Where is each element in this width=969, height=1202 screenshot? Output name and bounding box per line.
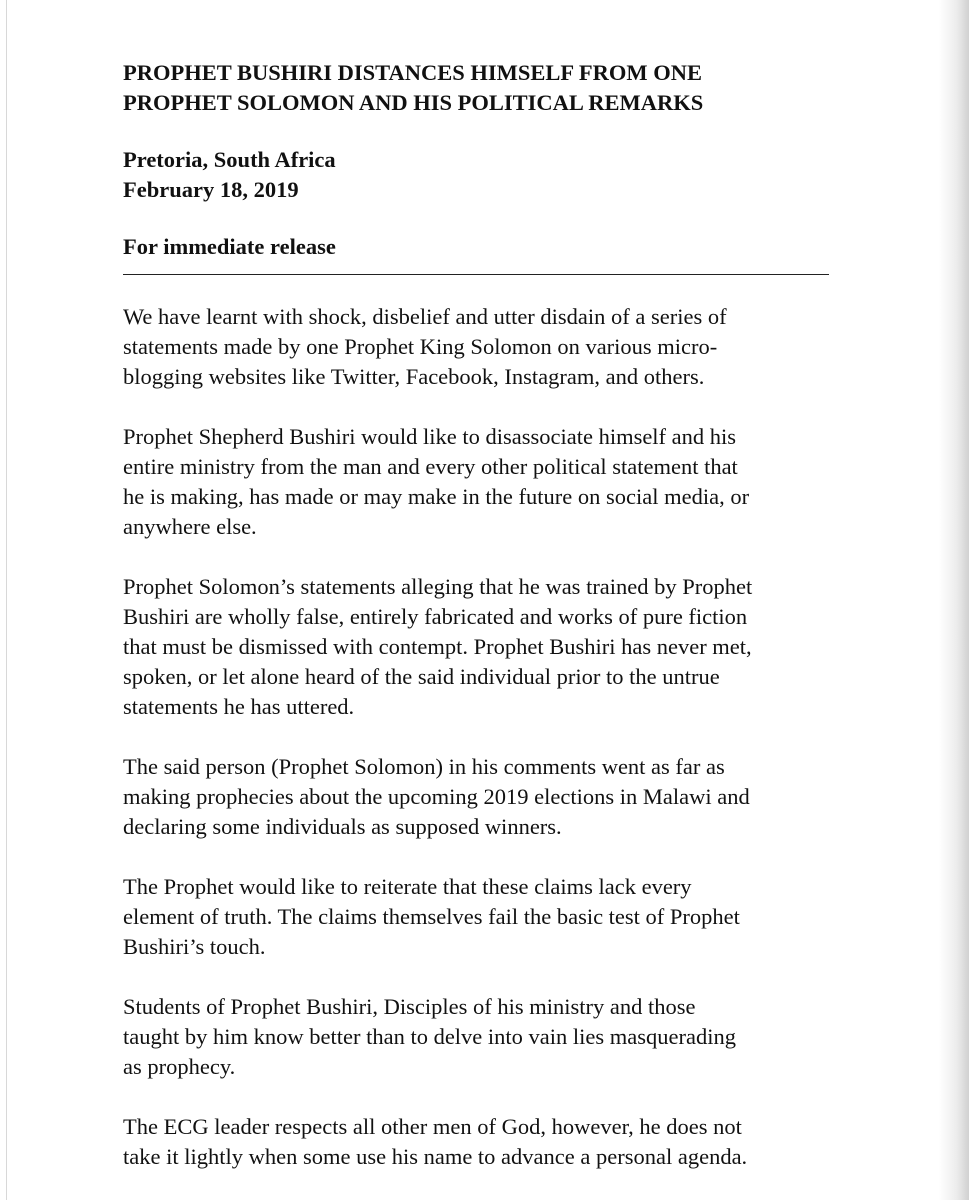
title-line: PROPHET BUSHIRI DISTANCES HIMSELF FROM ONE xyxy=(123,60,703,85)
text-line: Bushiri’s touch. xyxy=(123,934,266,959)
text-line: spoken, or let alone heard of the said individual prior to the untrue xyxy=(123,664,720,689)
text-line: Prophet Shepherd Bushiri would like to disassociate himself and his xyxy=(123,424,737,449)
text-line: making prophecies about the upcoming 2019 elections in Malawi and xyxy=(123,784,750,809)
text-line: anywhere else. xyxy=(123,514,257,539)
text-line: he is making, has made or may make in the future on social media, or xyxy=(123,484,750,509)
paragraph xyxy=(123,302,843,392)
paragraph xyxy=(123,422,843,542)
text-line: as prophecy. xyxy=(123,1054,236,1079)
page-right-edge-shadow xyxy=(939,0,969,1200)
release-note: For immediate release xyxy=(123,234,336,259)
paragraph xyxy=(123,992,843,1082)
press-release xyxy=(123,58,843,1202)
text-line: Prophet Solomon’s statements alleging that he was trained by Prophet xyxy=(123,574,753,599)
text-line: Students of Prophet Bushiri, Disciples of his ministry and those xyxy=(123,994,696,1019)
document-title xyxy=(123,58,843,118)
text-line: that must be dismissed with contempt. Prophet Bushiri has never met, xyxy=(123,634,752,659)
date: February 18, 2019 xyxy=(123,177,299,202)
paragraph xyxy=(123,752,843,842)
text-line: statements he has uttered. xyxy=(123,694,355,719)
text-line: statements made by one Prophet King Solomon on various micro- xyxy=(123,334,718,359)
location: Pretoria, South Africa xyxy=(123,147,336,172)
text-line: take it lightly when some use his name to advance a personal agenda. xyxy=(123,1144,748,1169)
text-line: We have learnt with shock, disbelief and utter disdain of a series of xyxy=(123,304,727,329)
document-body xyxy=(123,302,843,1172)
text-line: Bushiri are wholly false, entirely fabricated and works of pure fiction xyxy=(123,604,748,629)
text-line: The ECG leader respects all other men of God, however, he does not xyxy=(123,1114,742,1139)
divider-rule xyxy=(123,274,829,275)
paragraph xyxy=(123,872,843,962)
text-line: declaring some individuals as supposed winners. xyxy=(123,814,562,839)
text-line: element of truth. The claims themselves fail the basic test of Prophet xyxy=(123,904,740,929)
paragraph xyxy=(123,1112,843,1172)
paragraph xyxy=(123,572,843,722)
text-line: The Prophet would like to reiterate that these claims lack every xyxy=(123,874,692,899)
dateline xyxy=(123,145,843,205)
text-line: The said person (Prophet Solomon) in his comments went as far as xyxy=(123,754,725,779)
page-left-edge xyxy=(6,0,7,1200)
title-line: PROPHET SOLOMON AND HIS POLITICAL REMARKS xyxy=(123,90,704,115)
text-line: taught by him know better than to delve into vain lies masquerading xyxy=(123,1024,736,1049)
text-line: blogging websites like Twitter, Facebook, Instagram, and others. xyxy=(123,364,705,389)
text-line: entire ministry from the man and every other political statement that xyxy=(123,454,738,479)
